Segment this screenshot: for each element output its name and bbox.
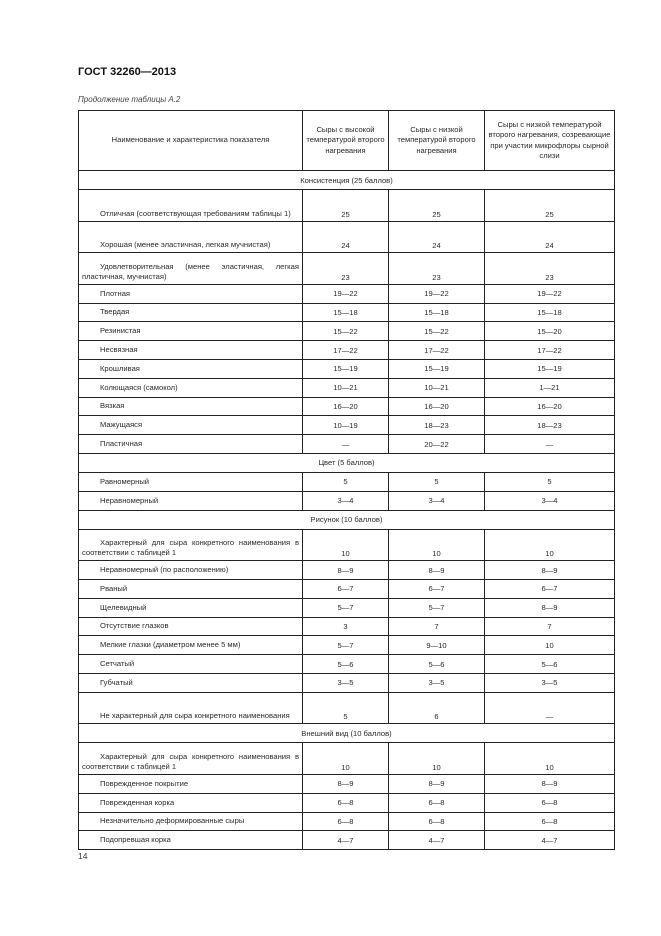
score-cell: 8—9: [303, 561, 389, 580]
score-cell: 23: [485, 253, 615, 285]
table-row: [79, 397, 615, 416]
score-cell: 16—20: [303, 397, 389, 416]
table-row: [79, 831, 615, 850]
score-cell: 8—9: [303, 774, 389, 793]
indicator-name: Вязкая: [79, 397, 303, 416]
score-cell: 6—8: [485, 793, 615, 812]
score-cell: 10: [389, 529, 485, 561]
score-cell: 17—22: [389, 341, 485, 360]
indicator-name: Неравномерный: [79, 491, 303, 510]
score-cell: 23: [389, 253, 485, 285]
table-row: [79, 579, 615, 598]
table-header-row: [79, 111, 615, 171]
score-cell: 5—6: [303, 655, 389, 674]
score-cell: 3—5: [389, 673, 485, 692]
score-cell: 5—7: [389, 598, 485, 617]
score-cell: 20—22: [389, 435, 485, 454]
score-cell: 4—7: [303, 831, 389, 850]
score-cell: 10: [485, 743, 615, 775]
table-row: [79, 359, 615, 378]
indicator-name: Плотная: [79, 284, 303, 303]
score-cell: 6—8: [485, 812, 615, 831]
score-cell: 23: [303, 253, 389, 285]
score-cell: 6—7: [485, 579, 615, 598]
score-cell: 15—22: [389, 322, 485, 341]
score-cell: 4—7: [389, 831, 485, 850]
document-code: ГОСТ 32260—2013: [78, 66, 177, 78]
score-cell: 10—21: [389, 378, 485, 397]
indicator-name: Характерный для сыра конкретного наименования в соответствии с таблицей 1: [79, 529, 303, 561]
section-row: [79, 453, 615, 472]
indicator-name: Рваный: [79, 579, 303, 598]
score-cell: 15—19: [389, 359, 485, 378]
indicator-name: Поврежденное покрытие: [79, 774, 303, 793]
score-cell: 16—20: [485, 397, 615, 416]
score-cell: 6—8: [389, 812, 485, 831]
indicator-name: Подопревшая корка: [79, 831, 303, 850]
table-row: [79, 617, 615, 636]
indicator-name: Характерный для сыра конкретного наименования в соответствии с таблицей 1: [79, 743, 303, 775]
score-cell: 10: [303, 529, 389, 561]
table-row: [79, 561, 615, 580]
section-row: [79, 724, 615, 743]
indicator-name: Поврежденная корка: [79, 793, 303, 812]
score-cell: 3—5: [303, 673, 389, 692]
score-cell: 3—5: [485, 673, 615, 692]
score-cell: 15—19: [303, 359, 389, 378]
column-header-high-temp: Сыры с высокой температурой второго нагревания: [303, 111, 389, 171]
score-cell: 18—23: [485, 416, 615, 435]
indicator-name: Хорошая (менее эластичная, легкая мучнистая): [79, 221, 303, 253]
score-cell: 24: [485, 221, 615, 253]
indicator-name: Сетчатый: [79, 655, 303, 674]
score-cell: 7: [389, 617, 485, 636]
indicator-name: Мажущаяся: [79, 416, 303, 435]
evaluation-table: [78, 110, 615, 850]
score-cell: 5: [303, 692, 389, 724]
table-row: [79, 472, 615, 491]
column-header-low-temp-smear: Сыры с низкой температурой второго нагревания, созревающие при участии микрофлоры сырной слизи: [485, 111, 615, 171]
table-row: [79, 793, 615, 812]
indicator-name: Твердая: [79, 303, 303, 322]
score-cell: —: [485, 692, 615, 724]
score-cell: 10: [485, 636, 615, 655]
score-cell: 3—4: [485, 491, 615, 510]
score-cell: 25: [485, 190, 615, 222]
indicator-name: Удовлетворительная (менее эластичная, легкая пластичная, мучнистая): [79, 253, 303, 285]
score-cell: 6—7: [303, 579, 389, 598]
score-cell: 9—10: [389, 636, 485, 655]
indicator-name: Губчатый: [79, 673, 303, 692]
table-row: [79, 491, 615, 510]
score-cell: 7: [485, 617, 615, 636]
score-cell: 4—7: [485, 831, 615, 850]
table-row: [79, 598, 615, 617]
table-caption: Продолжение таблицы А.2: [78, 95, 181, 104]
score-cell: 10: [303, 743, 389, 775]
score-cell: 3: [303, 617, 389, 636]
table-row: [79, 322, 615, 341]
section-title: Внешний вид (10 баллов): [79, 724, 615, 743]
score-cell: 10: [389, 743, 485, 775]
indicator-name: Колющаяся (самокол): [79, 378, 303, 397]
score-cell: 25: [303, 190, 389, 222]
indicator-name: Незначительно деформированные сыры: [79, 812, 303, 831]
table-row: [79, 253, 615, 285]
score-cell: 15—22: [303, 322, 389, 341]
column-header-low-temp: Сыры с низкой температурой второго нагревания: [389, 111, 485, 171]
score-cell: 6—8: [303, 812, 389, 831]
score-cell: 19—22: [485, 284, 615, 303]
score-cell: 15—18: [389, 303, 485, 322]
score-cell: 19—22: [389, 284, 485, 303]
table-row: [79, 529, 615, 561]
score-cell: 19—22: [303, 284, 389, 303]
score-cell: 5: [485, 472, 615, 491]
score-cell: 15—19: [485, 359, 615, 378]
table-row: [79, 636, 615, 655]
indicator-name: Мелкие глазки (диаметром менее 5 мм): [79, 636, 303, 655]
score-cell: 3—4: [303, 491, 389, 510]
score-cell: 5—7: [303, 636, 389, 655]
score-cell: —: [303, 435, 389, 454]
score-cell: —: [485, 435, 615, 454]
table-row: [79, 190, 615, 222]
score-cell: 15—18: [303, 303, 389, 322]
page-number: 14: [78, 851, 88, 861]
score-cell: 3—4: [389, 491, 485, 510]
section-title: Рисунок (10 баллов): [79, 510, 615, 529]
section-row: [79, 510, 615, 529]
score-cell: 16—20: [389, 397, 485, 416]
table-row: [79, 378, 615, 397]
score-cell: 15—20: [485, 322, 615, 341]
score-cell: 10—21: [303, 378, 389, 397]
column-header-indicator: Наименование и характеристика показателя: [79, 111, 303, 171]
score-cell: 6—8: [389, 793, 485, 812]
score-cell: 5: [303, 472, 389, 491]
indicator-name: Пластичная: [79, 435, 303, 454]
indicator-name: Отличная (соответствующая требованиям таблицы 1): [79, 190, 303, 222]
score-cell: 10: [485, 529, 615, 561]
indicator-name: Резинистая: [79, 322, 303, 341]
section-title: Консистенция (25 баллов): [79, 171, 615, 190]
score-cell: 5—7: [303, 598, 389, 617]
table-row: [79, 655, 615, 674]
indicator-name: Крошливая: [79, 359, 303, 378]
score-cell: 18—23: [389, 416, 485, 435]
score-cell: 5—6: [485, 655, 615, 674]
table-row: [79, 221, 615, 253]
section-row: [79, 171, 615, 190]
table-row: [79, 435, 615, 454]
score-cell: 10—19: [303, 416, 389, 435]
score-cell: 6: [389, 692, 485, 724]
table-row: [79, 812, 615, 831]
score-cell: 24: [303, 221, 389, 253]
score-cell: 24: [389, 221, 485, 253]
table-row: [79, 341, 615, 360]
score-cell: 25: [389, 190, 485, 222]
indicator-name: Щелевидный: [79, 598, 303, 617]
table-row: [79, 743, 615, 775]
table-row: [79, 692, 615, 724]
table-row: [79, 303, 615, 322]
table-row: [79, 416, 615, 435]
table-row: [79, 673, 615, 692]
score-cell: 5—6: [389, 655, 485, 674]
score-cell: 8—9: [485, 561, 615, 580]
score-cell: 8—9: [389, 774, 485, 793]
table-row: [79, 284, 615, 303]
score-cell: 17—22: [303, 341, 389, 360]
indicator-name: Несвязная: [79, 341, 303, 360]
score-cell: 8—9: [389, 561, 485, 580]
table-body: [79, 171, 615, 850]
score-cell: 8—9: [485, 598, 615, 617]
score-cell: 5: [389, 472, 485, 491]
indicator-name: Неравномерный (по расположению): [79, 561, 303, 580]
score-cell: 6—7: [389, 579, 485, 598]
score-cell: 6—8: [303, 793, 389, 812]
section-title: Цвет (5 баллов): [79, 453, 615, 472]
score-cell: 17—22: [485, 341, 615, 360]
score-cell: 8—9: [485, 774, 615, 793]
table-row: [79, 774, 615, 793]
indicator-name: Не характерный для сыра конкретного наименования: [79, 692, 303, 724]
indicator-name: Равномерный: [79, 472, 303, 491]
score-cell: 15—18: [485, 303, 615, 322]
score-cell: 1—21: [485, 378, 615, 397]
indicator-name: Отсутствие глазков: [79, 617, 303, 636]
